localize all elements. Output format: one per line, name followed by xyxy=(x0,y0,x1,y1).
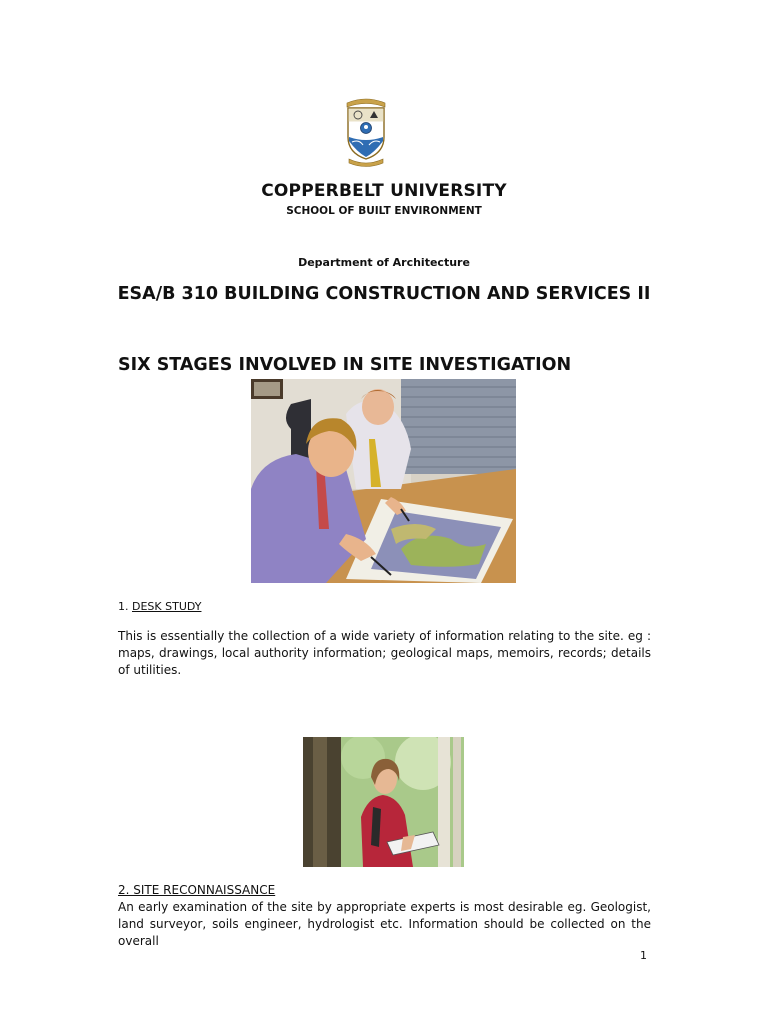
school-name: SCHOOL OF BUILT ENVIRONMENT xyxy=(286,205,482,217)
stage-1-number: 1. xyxy=(118,600,129,613)
stage-2-heading: 2. SITE RECONNAISSANCE xyxy=(118,883,276,897)
university-crest xyxy=(339,97,393,167)
stage-1-title: DESK STUDY xyxy=(132,600,202,613)
department-name: Department of Architecture xyxy=(298,256,470,269)
site-reconnaissance-photo xyxy=(303,737,464,867)
page-number: 1 xyxy=(640,949,647,962)
stage-1-heading xyxy=(118,600,201,613)
university-name: COPPERBELT UNIVERSITY xyxy=(261,181,507,201)
stage-1-description: This is essentially the collection of a wide variety of information relating to the site. eg : maps, drawings, local authority information; geological maps, memoirs, records; details of utilities. xyxy=(118,629,651,677)
course-title: ESA/B 310 BUILDING CONSTRUCTION AND SERVICES II xyxy=(117,284,651,304)
desk-study-photo xyxy=(251,379,516,583)
section-title: SIX STAGES INVOLVED IN SITE INVESTIGATION xyxy=(118,355,572,375)
stage-2-description: An early examination of the site by appropriate experts is most desirable eg. Geologist, land surveyor, soils engineer, hydrologist etc. Information should be collected on the overall xyxy=(118,900,651,948)
